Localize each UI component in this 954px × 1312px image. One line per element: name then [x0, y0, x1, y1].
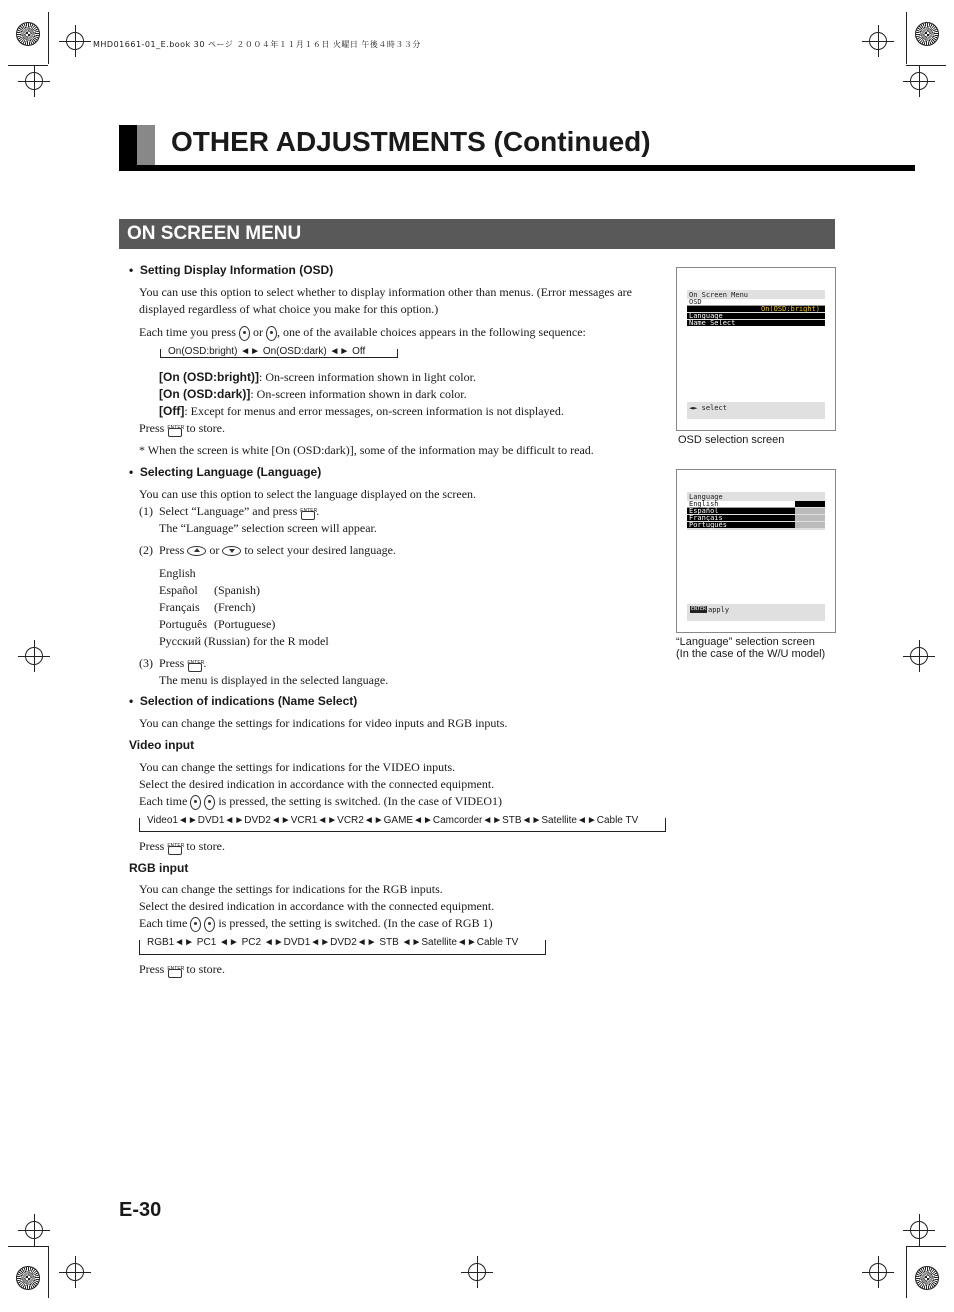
enter-button-icon: ENTER — [691, 606, 707, 612]
down-button-icon — [222, 546, 241, 556]
screen-row-espanol: Español — [689, 507, 719, 515]
right-button-icon — [204, 795, 215, 810]
title-block-accent — [137, 125, 155, 165]
crosshair-icon — [25, 72, 43, 90]
osd-press-line: Each time you press or , one of the available choices appears in the following sequence: — [139, 325, 586, 339]
osd-note: * When the screen is white [On (OSD:dark)], some of the information may be difficult to read. — [139, 443, 594, 457]
registration-star-icon — [915, 1266, 939, 1290]
language-step-1: (1) Select “Language” and press ENTER . The “Language” selection screen will appear. — [139, 504, 377, 535]
osd-heading: • Setting Display Information (OSD) — [129, 263, 334, 277]
crosshair-icon — [910, 647, 928, 665]
video-input-paragraph: You can change the settings for indications for the VIDEO inputs. Select the desired indication in accordance with the connected equipment. Each time is pressed, the setting is switched. (In the case of VIDEO1) — [139, 760, 503, 808]
osd-store-line: Press ENTER to store. — [139, 421, 226, 435]
osd-paragraph: You can use this option to select whether to display information other than menus. (Error messages are displayed regardless of what choice you make for this option.) — [139, 285, 633, 316]
osd-selection-screen — [676, 267, 836, 431]
section-title: ON SCREEN MENU — [127, 223, 302, 244]
rgb-store-line: Press ENTER to store. — [139, 962, 226, 976]
screen-footer: apply — [708, 606, 730, 614]
screen-row-english: English — [689, 500, 719, 508]
language-list — [159, 565, 329, 650]
screen-row-name-select: Name Select — [689, 319, 736, 327]
osd-screen-caption: OSD selection screen — [678, 434, 785, 446]
up-button-icon — [187, 546, 206, 556]
rgb-input-heading: RGB input — [129, 861, 189, 875]
osd-options: [On (OSD:bright)]: On-screen information shown in light color. [On (OSD:dark)]: On-screen information shown in dark color. [Off]: Except for menus and error messages, on-screen information is not displayed. — [159, 370, 564, 418]
language-step-2: (2) Press or to select your desired language. — [139, 543, 396, 557]
registration-star-icon — [16, 22, 40, 46]
crosshair-icon — [869, 1263, 887, 1281]
screen-row-osd: OSD — [689, 298, 702, 306]
crosshair-icon — [66, 32, 84, 50]
language-paragraph: You can use this option to select the language displayed on the screen. — [139, 487, 477, 501]
crosshair-icon — [910, 72, 928, 90]
crosshair-icon — [25, 1221, 43, 1239]
left-button-icon — [190, 795, 201, 810]
enter-button-icon: ENTER — [167, 840, 183, 855]
enter-button-icon: ENTER — [167, 422, 183, 437]
screen-menu-title: Language — [689, 493, 723, 501]
name-select-heading: • Selection of indications (Name Select) — [129, 694, 358, 708]
crosshair-icon — [468, 1263, 486, 1281]
language-screen-caption: “Language” selection screen (In the case of the W/U model) — [676, 636, 826, 660]
page-number: E-30 — [119, 1199, 162, 1221]
language-heading: • Selecting Language (Language) — [129, 465, 322, 479]
video-input-heading: Video input — [129, 738, 195, 752]
left-button-icon — [239, 326, 250, 341]
left-button-icon — [190, 917, 201, 932]
enter-button-icon: ENTER — [187, 657, 203, 672]
screen-menu-title: On Screen Menu — [689, 291, 749, 299]
rgb-input-paragraph: You can change the settings for indications for the RGB inputs. Select the desired indication in accordance with the connected equipment. Each time is pressed, the setting is switched. (In the case of RGB 1) — [139, 882, 495, 930]
title-rule — [119, 165, 915, 171]
enter-button-icon: ENTER — [167, 963, 183, 978]
screen-footer: ◄► select — [689, 404, 727, 412]
language-step-3: (3) Press ENTER . The menu is displayed in the selected language. — [139, 656, 389, 687]
print-header: MHD01661-01_E.book 30 ページ ２００４年１１月１６日 火曜日 午後４時３３分 — [93, 40, 421, 49]
language-list-item: Español (Spanish) — [159, 583, 260, 597]
right-button-icon — [266, 326, 277, 341]
screen-row-osd-value: On(OSD:bright) — [761, 305, 821, 313]
screen-row-francais: Français — [689, 514, 723, 522]
page-title: OTHER ADJUSTMENTS (Continued) — [171, 126, 651, 157]
registration-star-icon — [16, 1266, 40, 1290]
name-select-paragraph: You can change the settings for indications for video inputs and RGB inputs. — [139, 716, 508, 730]
crosshair-icon — [910, 1221, 928, 1239]
enter-button-icon: ENTER — [300, 505, 316, 520]
language-list-item: Русский (Russian) for the R model — [159, 634, 329, 648]
registration-star-icon — [915, 22, 939, 46]
right-button-icon — [204, 917, 215, 932]
screen-row-portugues: Português — [689, 521, 727, 529]
crosshair-icon — [25, 647, 43, 665]
language-list-item: English — [159, 566, 196, 580]
screen-row-language: Language — [689, 312, 723, 320]
video-store-line: Press ENTER to store. — [139, 839, 226, 853]
crosshair-icon — [66, 1263, 84, 1281]
language-selection-screen — [676, 469, 836, 633]
crosshair-icon — [869, 32, 887, 50]
language-list-item: Français (French) — [159, 600, 256, 614]
language-list-item: Português (Portuguese) — [159, 617, 276, 631]
